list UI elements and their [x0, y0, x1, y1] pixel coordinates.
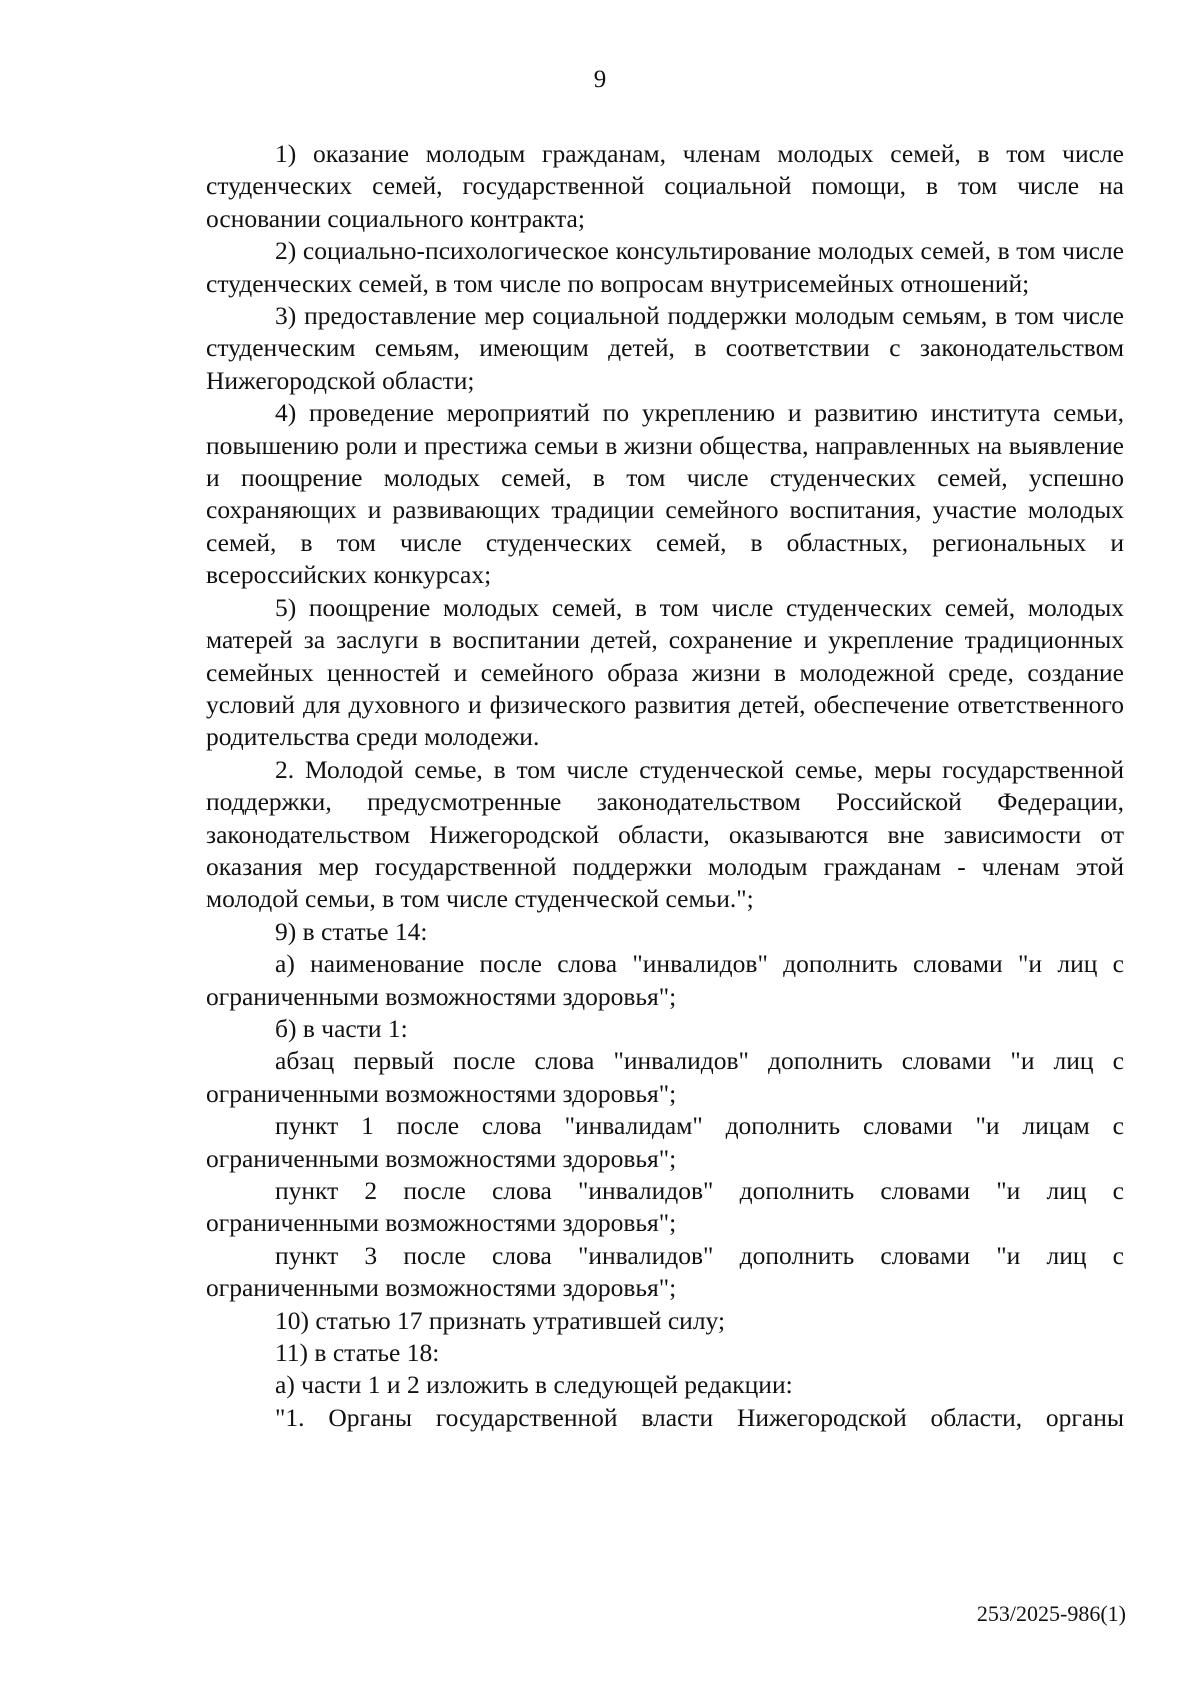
- document-body: [206, 138, 1124, 1434]
- paragraph-item-1: 1) оказание молодым гражданам, членам молодых семей, в том числе студенческих семей, государственной социальной помощи, в том числе на основании социального контракта;: [206, 139, 1124, 233]
- paragraph-item-4: 4) проведение мероприятий по укреплению и развитию института семьи, повышению роли и престижа семьи в жизни общества, направленных на выявление и поощрение молодых семей, в том числе студенческих семей, успешно сохраняющих и развивающих традиции семейного воспитания, участие молодых семей, в том числе студенческих семей, в областных, региональных и всероссийских конкурсах;: [206, 398, 1124, 590]
- paragraph-abzac-1: абзац первый после слова "инвалидов" дополнить словами "и лиц с ограниченными возможностями здоровья";: [206, 1046, 1124, 1108]
- paragraph-punkt-2: пункт 2 после слова "инвалидов" дополнить словами "и лиц с ограниченными возможностями здоровья";: [206, 1176, 1124, 1238]
- page-number: 9: [593, 66, 607, 93]
- paragraph-part-2: 2. Молодой семье, в том числе студенческой семье, меры государственной поддержки, предусмотренные законодательством Российской Федерации, законодательством Нижегородской области, оказываются вне зависимости от оказания мер государственной поддержки молодым гражданам - членам этой молодой семьи, в том числе студенческой семьи.";: [206, 754, 1124, 914]
- paragraph-punkt-3: пункт 3 после слова "инвалидов" дополнить словами "и лиц с ограниченными возможностями здоровья";: [206, 1240, 1124, 1303]
- paragraph-11a: а) части 1 и 2 изложить в следующей редакции:: [275, 1370, 793, 1400]
- paragraph-punkt-1: пункт 1 после слова "инвалидам" дополнить словами "и лицам с ограниченными возможностями здоровья";: [206, 1111, 1124, 1173]
- paragraph-quote-start: "1. Органы государственной власти Нижегородской области, органы: [275, 1402, 1124, 1432]
- paragraph-point-10: 10) статью 17 признать утратившей силу;: [275, 1305, 726, 1335]
- paragraph-9a: а) наименование после слова "инвалидов" дополнить словами "и лиц с ограниченными возможностями здоровья";: [206, 949, 1124, 1011]
- paragraph-point-9: 9) в статье 14:: [275, 916, 428, 946]
- paragraph-point-11: 11) в статье 18:: [275, 1338, 440, 1368]
- paragraph-9b: б) в части 1:: [275, 1013, 408, 1043]
- paragraph-item-3: 3) предоставление мер социальной поддержки молодым семьям, в том числе студенческим семьям, имеющим детей, в соответствии с законодательством Нижегородской области;: [206, 301, 1124, 395]
- paragraph-item-2: 2) социально-психологическое консультирование молодых семей, в том числе студенческих семей, в том числе по вопросам внутрисемейных отношений;: [206, 236, 1124, 298]
- document-code: 253/2025-986(1): [976, 1601, 1126, 1626]
- paragraph-item-5: 5) поощрение молодых семей, в том числе студенческих семей, молодых матерей за заслуги в воспитании детей, сохранение и укрепление традиционных семейных ценностей и семейного образа жизни в молодежной среде, создание условий для духовного и физического развития детей, обеспечение ответственного родительства среди молодежи.: [206, 592, 1124, 752]
